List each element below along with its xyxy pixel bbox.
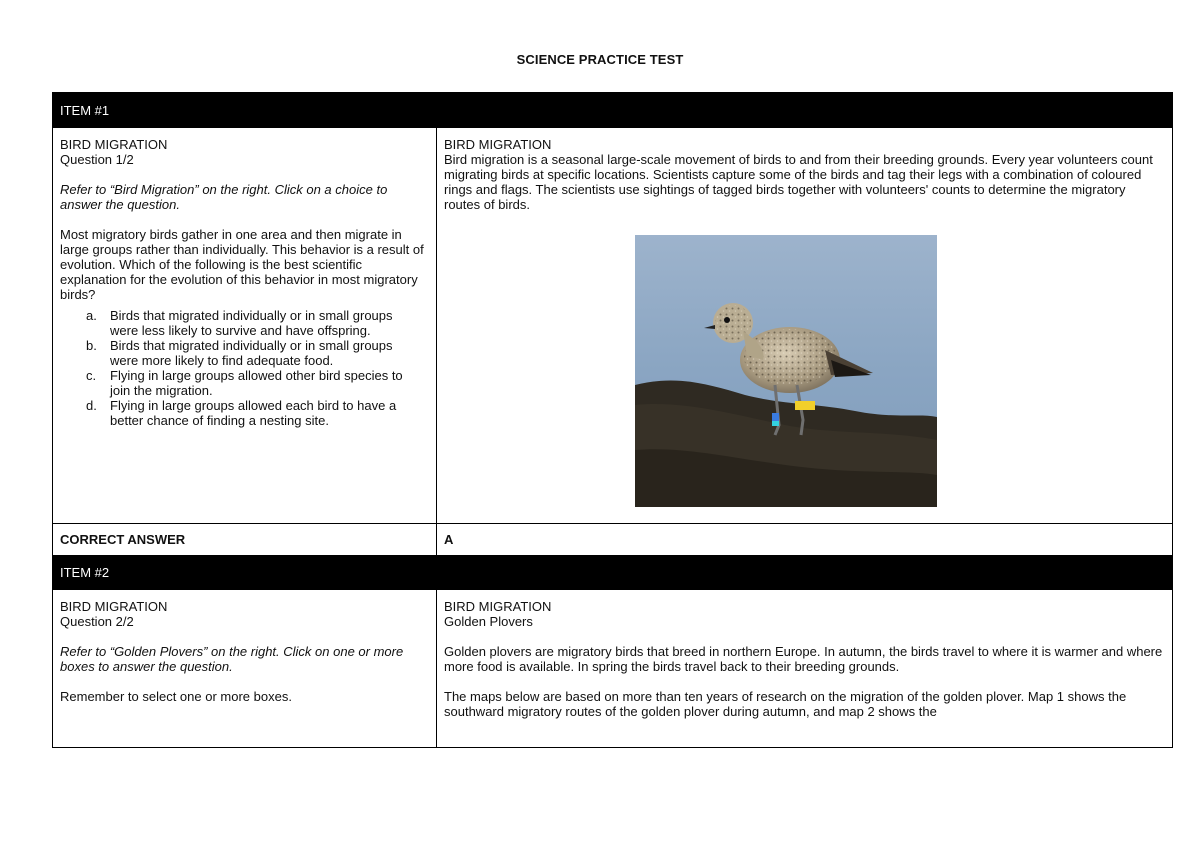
golden-plover-photo xyxy=(635,235,937,507)
stimulus-title: BIRD MIGRATION xyxy=(444,137,552,152)
question-topic: BIRD MIGRATION xyxy=(60,137,168,152)
choice-letter: c. xyxy=(86,368,97,383)
stimulus-subtitle: Golden Plovers xyxy=(444,614,533,629)
choice-b[interactable] xyxy=(60,338,428,368)
question-topic: BIRD MIGRATION xyxy=(60,599,168,614)
choice-letter: d. xyxy=(86,398,97,413)
question-prompt: Most migratory birds gather in one area and then migrate in large groups rather than individually. This behavior is a result of evolution. Which of the following is the best scientific explanation for the evolution of this behavior in most migratory birds? xyxy=(60,227,424,302)
item-1-content-row xyxy=(53,127,1172,523)
choice-text: Birds that migrated individually or in small groups were less likely to survive and have offspring. xyxy=(110,308,393,338)
choice-text: Flying in large groups allowed each bird to have a better chance of finding a nesting site. xyxy=(110,398,397,428)
correct-answer-row xyxy=(53,523,1172,555)
correct-answer-label: CORRECT ANSWER xyxy=(53,524,437,555)
question-instruction: Refer to “Bird Migration” on the right. Click on a choice to answer the question. xyxy=(60,182,388,212)
item-2-content-row xyxy=(53,589,1172,747)
item-2-header: ITEM #2 xyxy=(53,555,1172,589)
question-instruction: Refer to “Golden Plovers” on the right. Click on one or more boxes to answer the question. xyxy=(60,644,404,674)
answer-choices xyxy=(60,308,428,428)
item-1-stimulus-cell xyxy=(437,128,1172,523)
item-2-question-cell xyxy=(53,590,437,747)
item-1-header: ITEM #1 xyxy=(53,93,1172,127)
choice-d[interactable] xyxy=(60,398,428,428)
stimulus-paragraph-2: The maps below are based on more than ten years of research on the migration of the golden plover. Map 1 shows the southward migratory routes of the golden plover during autumn, and map 2 shows the xyxy=(444,689,1127,719)
choice-letter: a. xyxy=(86,308,97,323)
item-2-stimulus-cell xyxy=(437,590,1172,747)
stimulus-title: BIRD MIGRATION xyxy=(444,599,552,614)
item-1-question-cell xyxy=(53,128,437,523)
stimulus-paragraph-1: Golden plovers are migratory birds that breed in northern Europe. In autumn, the birds travel to where it is warmer and where more food is available. In spring the birds travel back to their breeding grounds. xyxy=(444,644,1163,674)
test-table xyxy=(52,92,1173,748)
stimulus-body: Bird migration is a seasonal large-scale movement of birds to and from their breeding grounds. Every year volunteers count migrating birds at specific locations. Scientists capture some of the birds and tag their legs with a combination of coloured rings and flags. The scientists use sightings of tagged birds together with volunteers' counts to determine the migratory routes of birds. xyxy=(444,152,1153,212)
choice-c[interactable] xyxy=(60,368,428,398)
question-number: Question 2/2 xyxy=(60,614,134,629)
choice-text: Flying in large groups allowed other bird species to join the migration. xyxy=(110,368,403,398)
page-title: SCIENCE PRACTICE TEST xyxy=(516,52,684,67)
choice-a[interactable] xyxy=(60,308,428,338)
question-reminder: Remember to select one or more boxes. xyxy=(60,689,292,704)
choice-text: Birds that migrated individually or in small groups were more likely to find adequate food. xyxy=(110,338,393,368)
question-number: Question 1/2 xyxy=(60,152,134,167)
choice-letter: b. xyxy=(86,338,97,353)
correct-answer-value: A xyxy=(444,532,454,547)
